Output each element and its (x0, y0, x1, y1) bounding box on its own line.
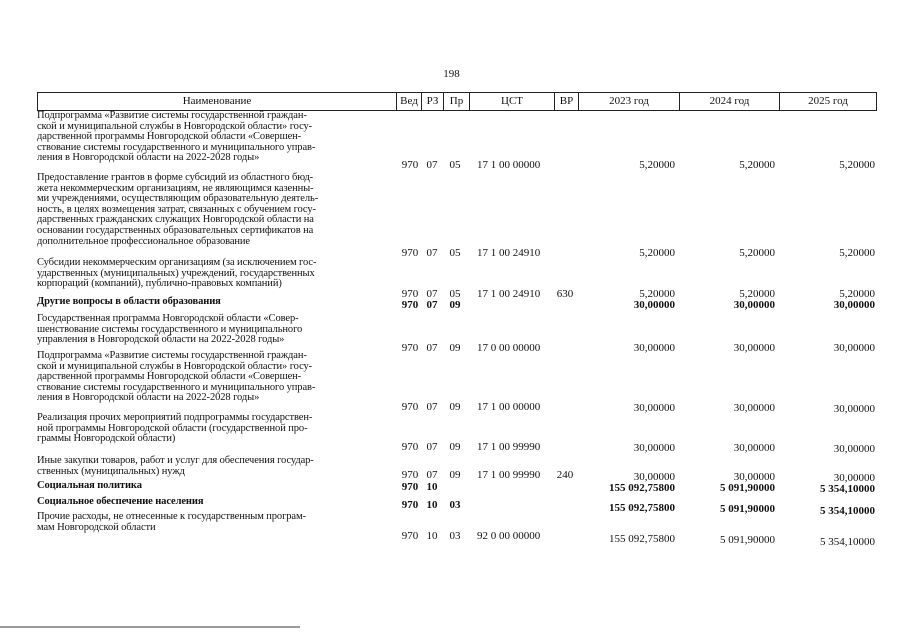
row-name-line: мам Новгородской области (37, 521, 156, 533)
row-name-line: ления в Новгородской области на 2022-2028 годы» (37, 152, 260, 164)
amount-2024: 30,00000 (733, 342, 775, 354)
row-name-line: ной программы Новгородской области (государственной про- (37, 422, 308, 434)
amount-2024: 5 091,90000 (720, 482, 775, 494)
row-name-line: Социальная политика (37, 480, 142, 491)
amount-2024: 30,00000 (733, 471, 775, 483)
header-year-2025: 2025 год (808, 95, 848, 107)
header-cst: ЦСТ (501, 95, 523, 107)
row-name-line: дополнительное профессиональное образование (37, 235, 250, 247)
amount-2023: 30,00000 (633, 299, 675, 311)
pr-code: 09 (449, 401, 461, 413)
cst-code: 17 1 00 00000 (477, 159, 541, 171)
row-name-line: дарственной программы Новгородской области «Совершен- (37, 131, 302, 143)
amount-2025: 30,00000 (833, 342, 875, 354)
header-name: Наименование (182, 95, 252, 107)
cst-code: 17 1 00 99990 (477, 469, 541, 481)
row-name-line: основании государственных образовательных сертификатов на (37, 224, 314, 236)
rz-code: 10 (426, 481, 438, 493)
table-header (37, 92, 877, 111)
row-name (37, 512, 395, 533)
row-name-line: Подпрограмма «Развитие системы государственной граждан- (37, 110, 307, 121)
amount-2025: 30,00000 (833, 299, 875, 311)
row-name-line: Предоставление грантов в форме субсидий из областного бюд- (37, 172, 314, 183)
header-pr: Пр (449, 95, 464, 107)
amount-2024: 30,00000 (733, 442, 775, 454)
page-number: 198 (443, 68, 460, 80)
row-name-line: ской и муниципальной службы в Новгородской области» госу- (37, 120, 313, 132)
amount-2025: 30,00000 (833, 443, 875, 455)
amount-2024: 5,20000 (739, 159, 775, 171)
amount-2025: 5 354,10000 (820, 505, 875, 517)
cst-code: 17 1 00 24910 (477, 288, 541, 300)
row-name-line: шенствование системы государственного и муниципального (37, 323, 303, 335)
row-name-line: ударственных (муниципальных) учреждений, государственных (37, 267, 315, 279)
row-name-line: Социальное обеспечение населения (37, 496, 204, 507)
rz-code: 10 (426, 530, 438, 542)
row-name-line: Государственная программа Новгородской области «Совер- (37, 313, 299, 324)
rz-code: 07 (426, 288, 438, 300)
cst-code: 17 0 00 00000 (477, 342, 541, 354)
amount-2025: 30,00000 (833, 472, 875, 484)
amount-2023: 155 092,75800 (609, 533, 675, 545)
pr-code: 05 (449, 247, 461, 259)
amount-2023: 30,00000 (633, 402, 675, 414)
pr-code: 09 (449, 441, 461, 453)
row-name (37, 481, 395, 492)
amount-2024: 30,00000 (733, 299, 775, 311)
amount-2025: 5,20000 (839, 288, 875, 300)
ved-code: 970 (401, 530, 419, 542)
ved-code: 970 (401, 481, 419, 493)
amount-2023: 5,20000 (639, 159, 675, 171)
amount-2024: 5,20000 (739, 247, 775, 259)
row-name-line: граммы Новгородской области) (37, 433, 176, 445)
amount-2024: 30,00000 (733, 402, 775, 414)
row-name-line: Прочие расходы, не отнесенные к государственным програм- (37, 511, 306, 522)
amount-2023: 5,20000 (639, 247, 675, 259)
row-name-line: Реализация прочих мероприятий подпрограммы государствен- (37, 412, 313, 423)
row-name-line: ми учреждениями, осуществляющим образовательную деятель- (37, 193, 319, 205)
amount-2023: 155 092,75800 (609, 502, 675, 514)
row-name (37, 351, 395, 404)
row-name (37, 456, 395, 477)
rz-code: 07 (426, 401, 438, 413)
amount-2023: 30,00000 (633, 471, 675, 483)
row-name-line: Субсидии некоммерческим организациям (за исключением гос- (37, 257, 317, 268)
header-year-2024: 2024 год (709, 95, 750, 107)
amount-2025: 30,00000 (833, 403, 875, 415)
amount-2024: 5 091,90000 (720, 534, 775, 546)
rz-code: 07 (426, 342, 438, 354)
pr-code: 03 (449, 530, 461, 542)
ved-code: 970 (401, 401, 419, 413)
rz-code: 07 (426, 247, 438, 259)
amount-2023: 155 092,75800 (609, 482, 675, 494)
cst-code: 17 1 00 24910 (477, 247, 541, 259)
pr-code: 03 (449, 499, 461, 511)
pr-code: 05 (449, 159, 461, 171)
rz-code: 07 (426, 159, 438, 171)
amount-2025: 5 354,10000 (820, 483, 875, 495)
rz-code: 07 (426, 469, 438, 481)
cst-code: 17 1 00 99990 (477, 441, 541, 453)
row-name (37, 297, 395, 308)
row-name (37, 258, 395, 290)
row-name-line: Подпрограмма «Развитие системы государственной граждан- (37, 350, 307, 361)
row-name (37, 413, 395, 445)
vr-code: 240 (556, 469, 574, 481)
row-name-line: ления в Новгородской области на 2022-2028 годы» (37, 392, 260, 404)
amount-2025: 5,20000 (839, 247, 875, 259)
ved-code: 970 (401, 247, 419, 259)
amount-2024: 5 091,90000 (720, 503, 775, 515)
ved-code: 970 (401, 288, 419, 300)
row-name (37, 314, 395, 346)
row-name-line: управления в Новгородской области на 2022-2028 годы» (37, 334, 285, 346)
amount-2023: 30,00000 (633, 442, 675, 454)
amount-2023: 5,20000 (639, 288, 675, 300)
amount-2023: 30,00000 (633, 342, 675, 354)
pr-code: 09 (449, 469, 461, 481)
row-name-line: ствование системы государственного и муниципального управ- (37, 381, 316, 393)
footer-rule (0, 626, 300, 628)
cst-code: 92 0 00 00000 (477, 530, 541, 542)
cst-code: 17 1 00 00000 (477, 401, 541, 413)
rz-code: 07 (426, 441, 438, 453)
amount-2025: 5 354,10000 (820, 536, 875, 548)
pr-code: 09 (449, 299, 461, 311)
header-vr: ВР (559, 95, 574, 107)
pr-code: 09 (449, 342, 461, 354)
row-name-line: корпораций (компаний), публично-правовых компаний) (37, 278, 282, 290)
rz-code: 10 (426, 499, 438, 511)
pr-code: 05 (449, 288, 461, 300)
ved-code: 970 (401, 441, 419, 453)
header-ved: Вед (400, 95, 418, 107)
row-name (37, 497, 395, 508)
ved-code: 970 (401, 469, 419, 481)
amount-2024: 5,20000 (739, 288, 775, 300)
row-name-line: дарственной программы Новгородской области «Совершен- (37, 371, 302, 383)
row-name-line: Другие вопросы в области образования (37, 296, 221, 307)
ved-code: 970 (401, 342, 419, 354)
row-name-line: Иные закупки товаров, работ и услуг для обеспечения государ- (37, 455, 314, 466)
ved-code: 970 (401, 159, 419, 171)
vr-code: 630 (556, 288, 574, 300)
row-name-line: жета некоммерческим организациям, не являющимся казенны- (37, 182, 314, 194)
row-name-line: ской и муниципальной службы в Новгородской области» госу- (37, 360, 313, 372)
row-name (37, 111, 395, 164)
ved-code: 970 (401, 299, 419, 311)
row-name-line: ствование системы государственного и муниципального управ- (37, 141, 316, 153)
rz-code: 07 (426, 299, 438, 311)
row-name-line: ность, в целях возмещения затрат, связанных с обучением госу- (37, 203, 316, 215)
row-name-line: дарственных гражданских служащих Новгородской области на (37, 214, 314, 226)
row-name (37, 173, 395, 247)
row-name-line: ственных (муниципальных) нужд (37, 465, 185, 477)
header-rz: РЗ (426, 95, 439, 107)
ved-code: 970 (401, 499, 419, 511)
amount-2025: 5,20000 (839, 159, 875, 171)
header-year-2023: 2023 год (609, 95, 649, 107)
